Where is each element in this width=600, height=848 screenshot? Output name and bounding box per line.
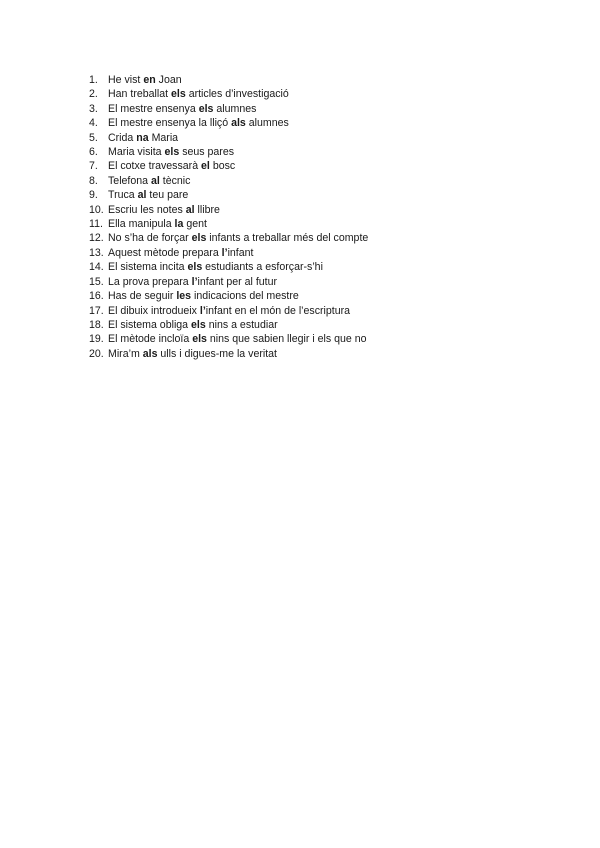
text-after: tècnic [159, 174, 191, 187]
list-item [89, 174, 368, 188]
text-after: alumnes [213, 102, 257, 115]
text-after: alumnes [245, 117, 289, 130]
bold-keyword: els [192, 333, 207, 346]
list-item [89, 304, 368, 318]
list-item [89, 116, 368, 130]
item-text [108, 73, 182, 87]
text-before: Escriu les notes [108, 203, 186, 216]
bold-keyword: en [143, 74, 156, 86]
item-number: 9. [89, 189, 98, 202]
text-before: El dibuix introdueix [108, 304, 200, 317]
item-number: 15. [89, 275, 104, 288]
list-item [89, 289, 368, 303]
bold-keyword: al [185, 203, 195, 216]
text-after: infant en el món de l’escriptura [205, 304, 351, 317]
list-item [89, 217, 368, 231]
list-item [89, 131, 368, 145]
text-after: gent [183, 218, 207, 231]
text-before: El sistema incita [108, 261, 188, 274]
item-number: 12. [89, 232, 104, 245]
text-after: bosc [209, 160, 236, 173]
item-text [108, 116, 289, 130]
item-text [108, 304, 350, 318]
list-item [89, 145, 368, 159]
bold-keyword: l’ [221, 246, 228, 259]
text-before: Han treballat [108, 88, 172, 101]
bold-keyword: als [142, 347, 158, 360]
item-number: 7. [89, 160, 98, 173]
text-before: Ella manipula [108, 218, 175, 231]
text-before: Has de seguir [108, 290, 177, 303]
text-after: teu pare [146, 189, 189, 202]
sentence-list [89, 73, 368, 361]
item-number: 8. [89, 174, 98, 187]
item-number: 2. [89, 88, 98, 101]
text-after: infant per al futur [197, 275, 278, 288]
bold-keyword: al [137, 189, 147, 202]
list-item [89, 102, 368, 116]
item-text [108, 332, 367, 346]
list-item [89, 87, 368, 101]
bold-keyword: al [151, 174, 160, 187]
item-text [108, 246, 253, 260]
item-number: 11. [89, 218, 103, 231]
item-number: 1. [89, 74, 98, 86]
list-item [89, 332, 368, 346]
text-before: Telefona [108, 174, 151, 187]
text-before: Truca [108, 189, 138, 202]
item-number: 20. [89, 347, 104, 360]
item-text [108, 347, 277, 361]
list-item [89, 188, 368, 202]
bold-keyword: l’ [199, 304, 206, 317]
list-item [89, 73, 368, 87]
text-after: ulls i digues-me la veritat [157, 347, 277, 360]
text-before: El sistema obliga [108, 318, 192, 331]
list-item [89, 231, 368, 245]
bold-keyword: els [198, 102, 214, 115]
list-item [89, 260, 368, 274]
text-after: nins que sabien llegir i els que no [206, 333, 367, 346]
item-number: 3. [89, 102, 98, 115]
list-item [89, 275, 368, 289]
text-before: He vist [108, 74, 144, 86]
item-number: 5. [89, 131, 98, 144]
text-after: Maria [148, 131, 179, 144]
item-text [108, 145, 234, 159]
text-after: estudiants a esforçar-s’hi [202, 261, 323, 274]
bold-keyword: na [136, 131, 149, 144]
item-text [108, 203, 220, 217]
item-text [108, 188, 188, 202]
text-after: articles d’investigació [185, 88, 289, 101]
item-text [108, 174, 190, 188]
item-number: 6. [89, 146, 98, 159]
text-before: El mètode incloïa [108, 333, 193, 346]
item-text [108, 131, 178, 145]
bold-keyword: els [164, 146, 180, 159]
list-item [89, 159, 368, 173]
text-before: El mestre ensenya [108, 102, 199, 115]
bold-keyword: la [174, 218, 184, 231]
list-item [89, 347, 368, 361]
item-number: 18. [89, 318, 104, 331]
bold-keyword: les [176, 290, 192, 303]
text-after: Joan [155, 74, 182, 86]
text-after: infant [227, 246, 254, 259]
text-before: El cotxe travessarà [108, 160, 202, 173]
item-text [108, 260, 323, 274]
item-text [108, 289, 299, 303]
item-text [108, 318, 278, 332]
bold-keyword: el [201, 160, 210, 173]
list-item [89, 318, 368, 332]
bold-keyword: els [171, 88, 186, 101]
bold-keyword: els [187, 261, 203, 274]
bold-keyword: els [191, 318, 206, 331]
item-text [108, 159, 235, 173]
item-text [108, 231, 368, 245]
item-number: 13. [89, 246, 104, 259]
bold-keyword: als [231, 117, 246, 130]
item-number: 17. [89, 304, 104, 317]
text-before: No s’ha de forçar [108, 232, 192, 245]
item-text [108, 275, 277, 289]
text-before: El mestre ensenya la lliçó [108, 117, 232, 130]
item-number: 4. [89, 117, 98, 130]
text-after: infants a treballar més del compte [206, 232, 369, 245]
item-number: 10. [89, 203, 104, 216]
text-after: llibre [194, 203, 220, 216]
text-before: Mira’m [108, 347, 143, 360]
list-item [89, 246, 368, 260]
item-number: 19. [89, 333, 104, 346]
item-number: 14. [89, 261, 104, 274]
text-after: seus pares [179, 146, 235, 159]
text-before: Maria visita [108, 146, 165, 159]
item-number: 16. [89, 290, 104, 303]
item-text [108, 102, 256, 116]
item-text [108, 87, 289, 101]
text-before: Crida [108, 131, 137, 144]
text-after: nins a estudiar [205, 318, 278, 331]
list-item [89, 203, 368, 217]
bold-keyword: els [191, 232, 207, 245]
text-before: Aquest mètode prepara [108, 246, 222, 259]
text-after: indicacions del mestre [191, 290, 299, 303]
text-before: La prova prepara [108, 275, 192, 288]
item-text [108, 217, 207, 231]
bold-keyword: l’ [191, 275, 198, 288]
